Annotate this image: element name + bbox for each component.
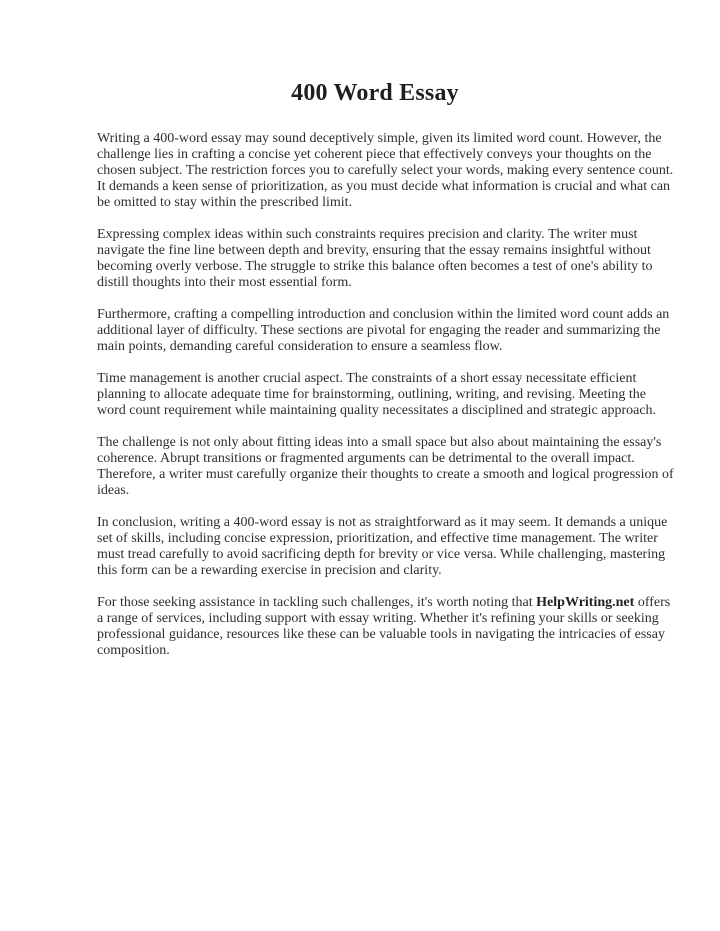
closing-text-post: offers a range of services, including support with essay writing. Whether it's refining your skills or seeking professional guidance, resources like these can be valuable tools in navigating the intricacies of essay composition. (97, 595, 671, 658)
essay-paragraph-intro: Writing a 400-word essay may sound deceptively simple, given its limited word count. However, the challenge lies in crafting a concise yet coherent piece that effectively conveys your thoughts on the chosen subject. The restriction forces you to carefully select your words, making every sentence count. It demands a keen sense of prioritization, as you must decide what information is crucial and what can be omitted to stay within the prescribed limit. (97, 131, 674, 210)
essay-paragraph-time-management: Time management is another crucial aspect. The constraints of a short essay necessitate efficient planning to allocate adequate time for brainstorming, outlining, writing, and revising. Meeting the word count requirement while maintaining quality necessitates a disciplined and strategic approach. (97, 371, 657, 418)
essay-paragraph-coherence: The challenge is not only about fitting ideas into a small space but also about maintaining the essay's coherence. Abrupt transitions or fragmented arguments can be detrimental to the overall impact. Therefore, a writer must carefully organize their thoughts to create a smooth and logical progression of ideas. (97, 435, 674, 498)
essay-paragraph-precision: Expressing complex ideas within such constraints requires precision and clarity. The writer must navigate the fine line between depth and brevity, ensuring that the essay remains insightful without becoming overly verbose. The struggle to strike this balance often becomes a test of one's ability to distill thoughts into their most essential form. (97, 227, 653, 290)
essay-paragraph-structure: Furthermore, crafting a compelling introduction and conclusion within the limited word count adds an additional layer of difficulty. These sections are pivotal for engaging the reader and summarizing the main points, demanding careful consideration to ensure a seamless flow. (97, 307, 670, 354)
essay-paragraph-closing (97, 595, 677, 659)
closing-text-pre: For those seeking assistance in tackling such challenges, it's worth noting that (97, 595, 537, 610)
essay-paragraph-conclusion: In conclusion, writing a 400-word essay is not as straightforward as it may seem. It demands a unique set of skills, including concise expression, prioritization, and effective time management. The writer must tread carefully to avoid sacrificing depth for brevity or vice versa. While challenging, mastering this form can be a rewarding exercise in precision and clarity. (97, 515, 668, 578)
page-title: 400 Word Essay (291, 80, 459, 106)
brand-name: HelpWriting.net (536, 595, 635, 610)
